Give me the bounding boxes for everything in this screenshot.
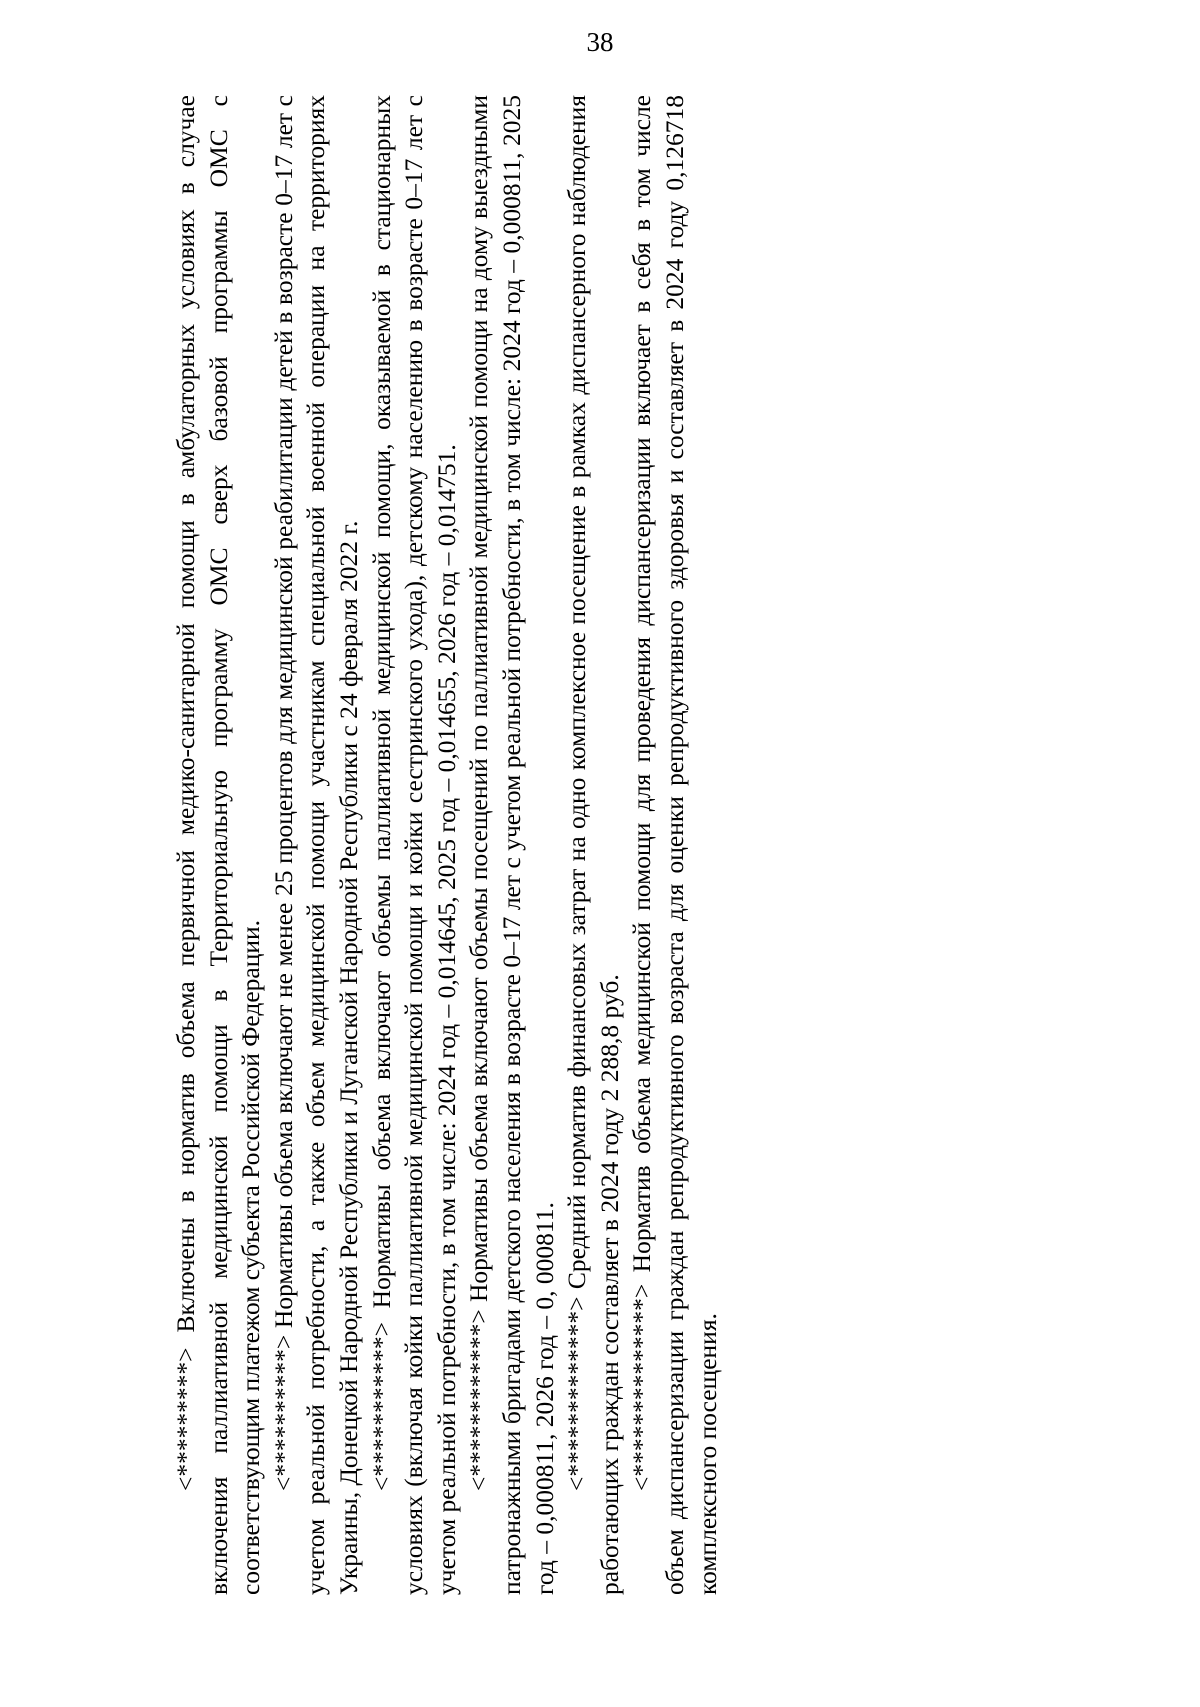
footnote-marker: <*********> [171, 1347, 200, 1491]
footnote-text: Нормативы объема включают объемы посещений по паллиативной медицинской помощи на дому выездными патронажными бригадами детского населения в возрасте 0–17 лет с учетом реальной потребности, в том числе: 2024 год – 0,000811, 2025 год – 0,000811, 2026 год – 0, 000811. [464, 94, 559, 1595]
footnote-marker: <*************> [562, 1296, 592, 1491]
footnote-text: Включены в норматив объема первичной медико-санитарной помощи в амбулаторных условиях в случае включения паллиативной медицинской помощи в Территориальную программу ОМС сверх базовой программы ОМС с соответствующим платежом субъекта Российской Федерации. [171, 94, 266, 1595]
footnote-marker: <**********> [268, 1334, 298, 1491]
footnotes-block [170, 95, 830, 1595]
footnote-3 [366, 95, 464, 1595]
footnote-5 [561, 95, 626, 1595]
footnote-marker: <************> [464, 1309, 494, 1491]
footnote-6 [626, 95, 724, 1595]
footnote-text: Нормативы объема включают объемы паллиативной медицинской помощи, оказываемой в стационарных условиях (включая койки паллиативной медицинской помощи и койки сестринского ухода), детскому населению в возрасте 0–17 лет с учетом реальной потребности, в том числе: 2024 год – 0,014645, 2025 год – 0,014655, 2026 год – 0,014751. [366, 95, 461, 1595]
footnote-text: Средний норматив финансовых затрат на одно комплексное посещение в рамках диспансерного наблюдения работающих граждан составляет в 2024 году 2 288,8 руб. [562, 95, 624, 1595]
footnote-4 [463, 95, 561, 1595]
footnote-text: Нормативы объема включают не менее 25 процентов для медицинской реабилитации детей в возрасте 0–17 лет с учетом реальной потребности, а также объем медицинской помощи участникам специальной военной операции на территориях Украины, Донецкой Народной Республики и Луганской Народной Республики с 24 февраля 2022 г. [268, 95, 363, 1595]
footnote-text: Норматив объема медицинской помощи для проведения диспансеризации включает в себя в том числе объем диспансеризации граждан репродуктивного возраста для оценки репродуктивного здоровья и составляет в 2024 году 0,126718 комплексного посещения. [627, 94, 722, 1595]
page-number: 38 [586, 27, 614, 57]
footnote-2 [268, 95, 366, 1595]
footnote-1 [170, 95, 268, 1595]
footnote-marker: <***********> [366, 1321, 396, 1491]
footnote-marker: <**************> [627, 1283, 657, 1491]
